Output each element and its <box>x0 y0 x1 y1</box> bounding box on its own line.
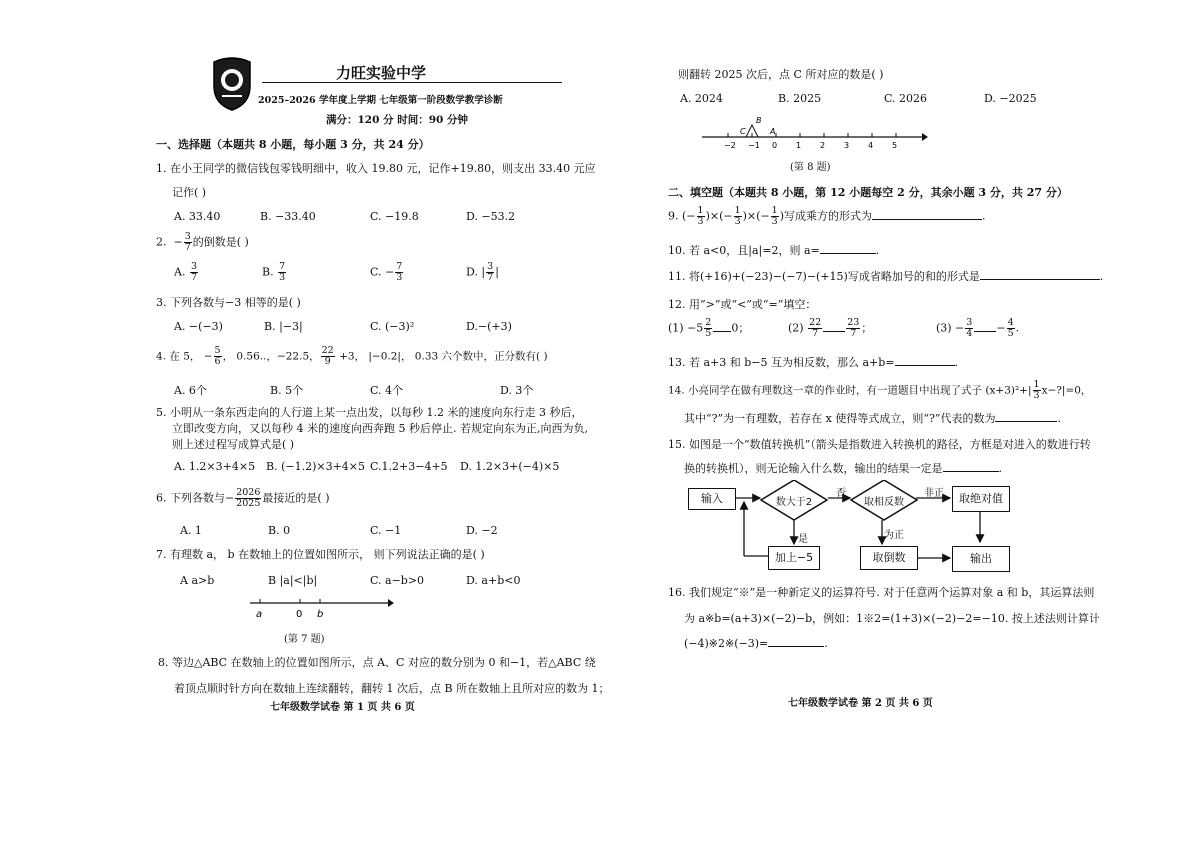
exam-page-2 <box>668 0 1104 849</box>
q15-line1: 15. 如图是一个“数值转换机”（箭头是指数进入转换机的路径，方框是对进入的数进行转 <box>668 438 1091 451</box>
q5-line2: 立即改变方向，又以每秒 4 米的速度向西奔跑 5 秒后停止. 若规定向东为正,向西为负, <box>172 422 588 435</box>
q1-option-b: B. −33.40 <box>260 210 316 223</box>
q12-part2: (2) $\frac{22}{7}$ $\frac{23}{7}$ ； <box>788 317 873 339</box>
q7-option-d: D. a+b<0 <box>466 574 521 587</box>
q8-tick-label: −1 <box>748 141 760 150</box>
q9-stem: 9. (− $\frac{1}{3}$ )×(− $\frac{1}{3}$ )×(− $\frac{1}{3}$ )写成乘方的形式为 . <box>668 205 986 227</box>
q7-option-b: B |a|<|b| <box>268 574 318 587</box>
q15-line2: 换的转换机），则无论输入什么数，输出的结果一定是 . <box>684 462 1002 475</box>
q16-line2: 为 a※b=(a+3)×(−2)−b，例如：1※2=(1+3)×(−2)−2=−10. 按上述法则计算计 <box>684 612 1100 625</box>
q15-flowchart <box>688 480 1068 580</box>
q5-option-b: B. (−1.2)×3+4×5 <box>266 460 366 473</box>
q14-line2: 其中“?”为一有理数，若存在 x 使得等式成立，则“?”代表的数为 . <box>684 412 1061 425</box>
q4-stem: 4. 在 5， − $\frac{5}{6}$ ， 0.56..，−22.5， $\frac{22}{9}$ +3， |−0.2|， 0.33 六个数中，正分数有( ) <box>156 345 548 367</box>
q12-stem: 12. 用“>”或“<”或“=”填空： <box>668 298 817 311</box>
q3-option-d: D.−(+3) <box>466 320 512 333</box>
header-rule <box>262 82 562 83</box>
q6-stem: 6. 下列各数与− $\frac{2026}{2025}$ 最接近的是( ) <box>156 487 330 509</box>
q5-option-d: D. 1.2×3+(−4)×5 <box>460 460 560 473</box>
q5-option-a: A. 1.2×3+4×5 <box>174 460 256 473</box>
q8-option-d: D. −2025 <box>984 92 1037 105</box>
q8-stem-cont: 则翻转 2025 次后，点 C 所对应的数是( ) <box>678 68 884 81</box>
q8-point-c: C <box>740 127 746 136</box>
q8-tick-label: 2 <box>820 141 826 150</box>
q14-line1: 14. 小亮同学在做有理数这一章的作业时，有一道题目中出现了式子 (x+3)²+| $\frac{1}{3}$ x−?|=0， <box>668 379 1092 401</box>
q2-option-a: A. $\frac{3}{7}$ <box>174 261 197 283</box>
q16-line1: 16. 我们规定“※”是一种新定义的运算符号. 对于任意两个运算对象 a 和 b，其运算法则 <box>668 586 1095 599</box>
q1-option-d: D. −53.2 <box>466 210 516 223</box>
school-name: 力旺实验中学 <box>336 64 427 82</box>
q12-part3: (3) − $\frac{3}{4}$ − $\frac{4}{5}$ . <box>936 317 1020 339</box>
footer-page-1: 七年级数学试卷 第 1 页 共 6 页 <box>270 702 415 713</box>
q8-point-b: B <box>756 116 762 125</box>
q8-tick-label: 3 <box>844 141 850 150</box>
q1-stem-cont: 记作( ) <box>172 186 207 199</box>
q8-point-a: A <box>770 127 776 136</box>
q4-option-d: D. 3个 <box>500 384 534 397</box>
q11-stem: 11. 将(+16)+(−23)−(−7)−(+15)写成省略加号的和的形式是 . <box>668 270 1104 283</box>
q4-option-b: B. 5个 <box>270 384 304 397</box>
q7-option-a: A a>b <box>180 574 215 587</box>
q8-line2: 着顶点顺时针方向在数轴上连续翻转，翻转 1 次后，点 B 所在数轴上且所对应的数为 1； <box>174 682 610 695</box>
q8-tick-label: 1 <box>796 141 802 150</box>
q1-stem: 1. 在小王同学的微信钱包零钱明细中，收入 19.80 元，记作+19.80，则支出 33.40 元应 <box>156 162 596 175</box>
section1-title: 一、选择题（本题共 8 小题，每小题 3 分，共 24 分） <box>156 138 430 151</box>
q7-label-a: a <box>256 609 263 620</box>
flow-output-box: 输出 <box>952 546 1010 572</box>
q2-option-b: B. $\frac{7}{3}$ <box>262 261 286 283</box>
q6-option-d: D. −2 <box>466 524 498 537</box>
q2-option-c: C. − $\frac{7}{3}$ <box>370 261 403 283</box>
q13-stem: 13. 若 a+3 和 b−5 互为相反数，那么 a+b= . <box>668 356 959 369</box>
q7-number-line <box>246 594 396 622</box>
q7-option-c: C. a−b>0 <box>370 574 425 587</box>
q5-option-c: C.1.2+3−4+5 <box>370 460 448 473</box>
q8-tick-label: −2 <box>724 141 736 150</box>
flow-input-box: 输入 <box>688 488 736 510</box>
flow-no-label: 否 <box>836 488 846 499</box>
section2-title: 二、填空题（本题共 8 小题，第 12 小题每空 2 分，其余小题 3 分，共 27 分） <box>668 186 1068 199</box>
footer-page-2: 七年级数学试卷 第 2 页 共 6 页 <box>788 698 933 709</box>
q7-label-b: b <box>317 609 324 620</box>
q8-option-b: B. 2025 <box>778 92 822 105</box>
exam-subtitle: 2025–2026 学年度上学期 七年级第一阶段数学教学诊断 <box>258 95 503 106</box>
flow-abs-box: 取绝对值 <box>952 486 1010 512</box>
q7-stem: 7. 有理数 a， b 在数轴上的位置如图所示， 则下列说法正确的是( ) <box>156 548 485 561</box>
q6-option-a: A. 1 <box>180 524 202 537</box>
q4-option-a: A. 6个 <box>174 384 207 397</box>
q10-stem: 10. 若 a<0，且|a|=2，则 a= . <box>668 244 880 257</box>
q2-stem: 2. − $\frac{3}{7}$ 的倒数是( ) <box>156 231 249 253</box>
flow-nonpos-label: 非正 <box>924 488 944 499</box>
q8-tick-label: 4 <box>868 141 874 150</box>
q6-option-b: B. 0 <box>268 524 291 537</box>
school-logo-icon <box>210 56 254 112</box>
q8-caption: (第 8 题) <box>790 162 831 173</box>
flow-recip-label: 取相反数 <box>864 497 904 508</box>
q8-tick-label: 5 <box>892 141 898 150</box>
q4-option-c: C. 4个 <box>370 384 404 397</box>
exam-page-1 <box>150 0 610 849</box>
q1-option-c: C. −19.8 <box>370 210 419 223</box>
q8-line1: 8. 等边△ABC 在数轴上的位置如图所示，点 A、C 对应的数分别为 0 和−1，若△ABC 绕 <box>158 656 596 669</box>
flow-inv-box: 取倒数 <box>860 546 918 570</box>
q3-stem: 3. 下列各数与−3 相等的是( ) <box>156 296 301 309</box>
q16-line3: (−4)※2※(−3)= . <box>684 637 828 650</box>
flow-yes-label: 是 <box>798 534 808 545</box>
q1-option-a: A. 33.40 <box>174 210 221 223</box>
q2-option-d: D. | $\frac{3}{7}$ | <box>466 261 499 283</box>
q3-option-c: C. (−3)² <box>370 320 415 333</box>
flow-pos-label: 为正 <box>884 530 904 541</box>
q6-option-c: C. −1 <box>370 524 402 537</box>
q8-option-a: A. 2024 <box>680 92 723 105</box>
q7-caption: (第 7 题) <box>284 634 325 645</box>
q5-line1: 5. 小明从一条东西走向的人行道上某一点出发，以每秒 1.2 米的速度向东行走 3 秒后， <box>156 406 583 419</box>
q8-option-c: C. 2026 <box>884 92 928 105</box>
q12-part1: (1) −5 $\frac{2}{5}$ 0； <box>668 317 750 339</box>
score-time: 满分：120 分 时间：90 分钟 <box>326 114 468 126</box>
q8-number-line <box>700 112 928 152</box>
flow-add-box: 加上−5 <box>768 546 820 570</box>
q7-label-0: 0 <box>296 609 303 620</box>
q3-option-a: A. −(−3) <box>174 320 223 333</box>
flow-cond-label: 数大于2 <box>775 497 813 508</box>
q5-line3: 则上述过程写成算式是( ) <box>172 438 295 451</box>
q8-tick-label: 0 <box>772 141 778 150</box>
q3-option-b: B. |−3| <box>264 320 303 333</box>
